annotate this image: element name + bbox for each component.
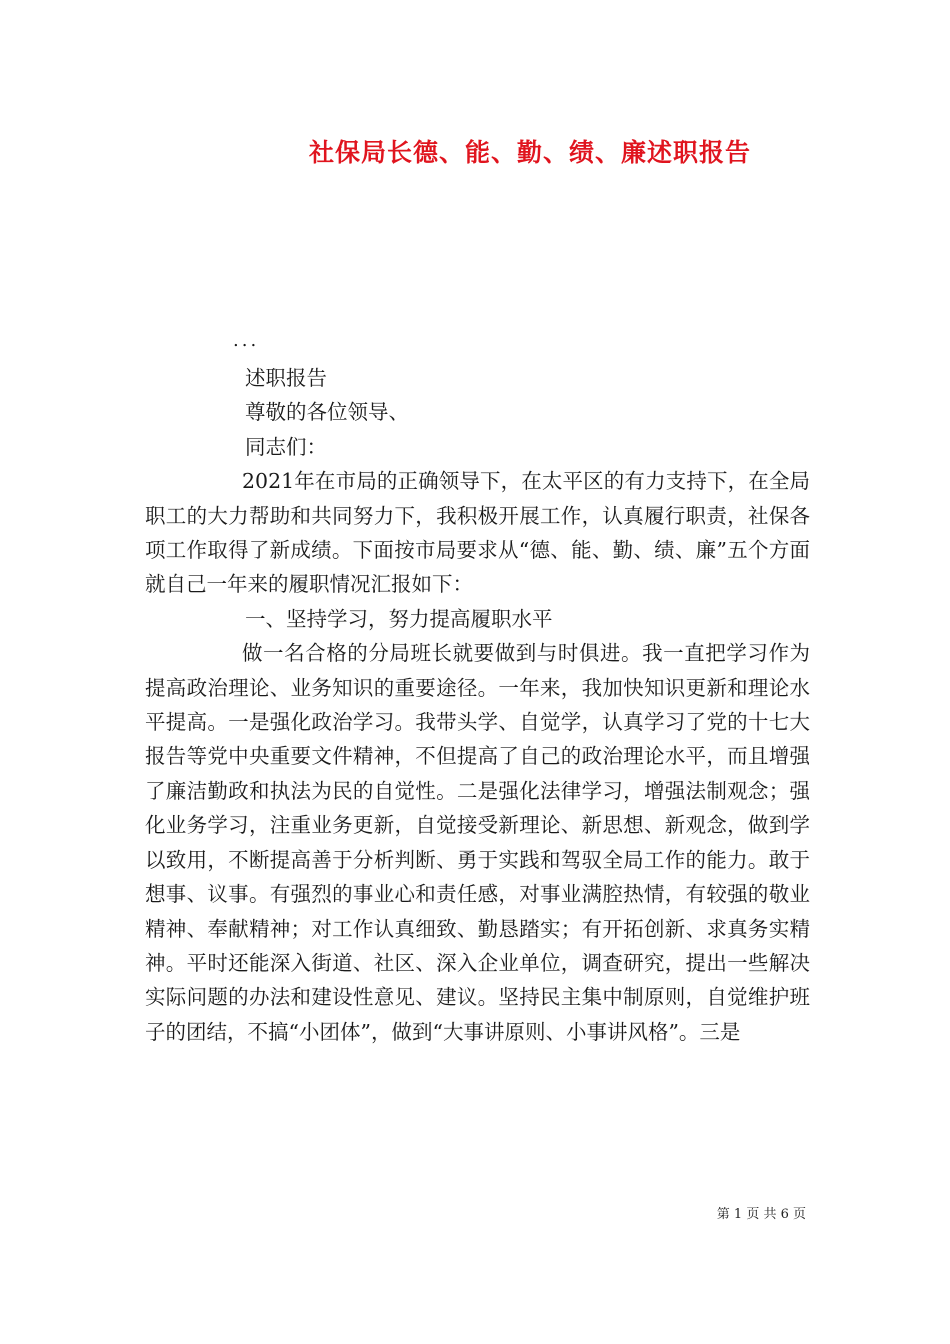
page-number-footer: 第 1 页 共 6 页	[716, 1207, 806, 1222]
paragraph-study: 做一名合格的分局班长就要做到与时俱进。我一直把学习作为提高政治理论、业务知识的重要途径。一年来，我加快知识更新和理论水平提高。一是强化政治学习。我带头学、自觉学，认真学习了党的十七大报告等党中央重要文件精神，不但提高了自己的政治理论水平，而且增强了廉洁勤政和执法为民的自觉性。二是强化法律学习，增强法制观念；强化业务学习，注重业务更新，自觉接受新理论、新思想、新观念，做到学以致用，不断提高善于分析判断、勇于实践和驾驭全局工作的能力。敢于想事、议事。有强烈的事业心和责任感，对事业满腔热情，有较强的敬业精神、奉献精神；对工作认真细致、勤恳踏实；有开拓创新、求真务实精神。平时还能深入街道、社区、深入企业单位，调查研究，提出一些解决实际问题的办法和建设性意见、建议。坚持民主集中制原则，自觉维护班子的团结，不搞“小团体”，做到“大事讲原则、小事讲风格”。三是	[145, 641, 810, 1044]
section-heading-1: 一、坚持学习，努力提高履职水平	[245, 606, 553, 631]
ellipsis-marker: ...	[233, 330, 260, 351]
report-label: 述职报告	[245, 366, 327, 390]
greeting-line-2: 同志们：	[245, 434, 327, 459]
document-title: 社保局长德、能、勤、绩、廉述职报告	[308, 138, 751, 167]
greeting-line-1: 尊敬的各位领导、	[245, 400, 409, 425]
document-body	[145, 361, 810, 1049]
paragraph-intro: 2021年在市局的正确领导下，在太平区的有力支持下，在全局职工的大力帮助和共同努力下，我积极开展工作，认真履行职责，社保各项工作取得了新成绩。下面按市局要求从“德、能、勤、绩、廉”五个方面就自己一年来的履职情况汇报如下：	[145, 469, 810, 597]
